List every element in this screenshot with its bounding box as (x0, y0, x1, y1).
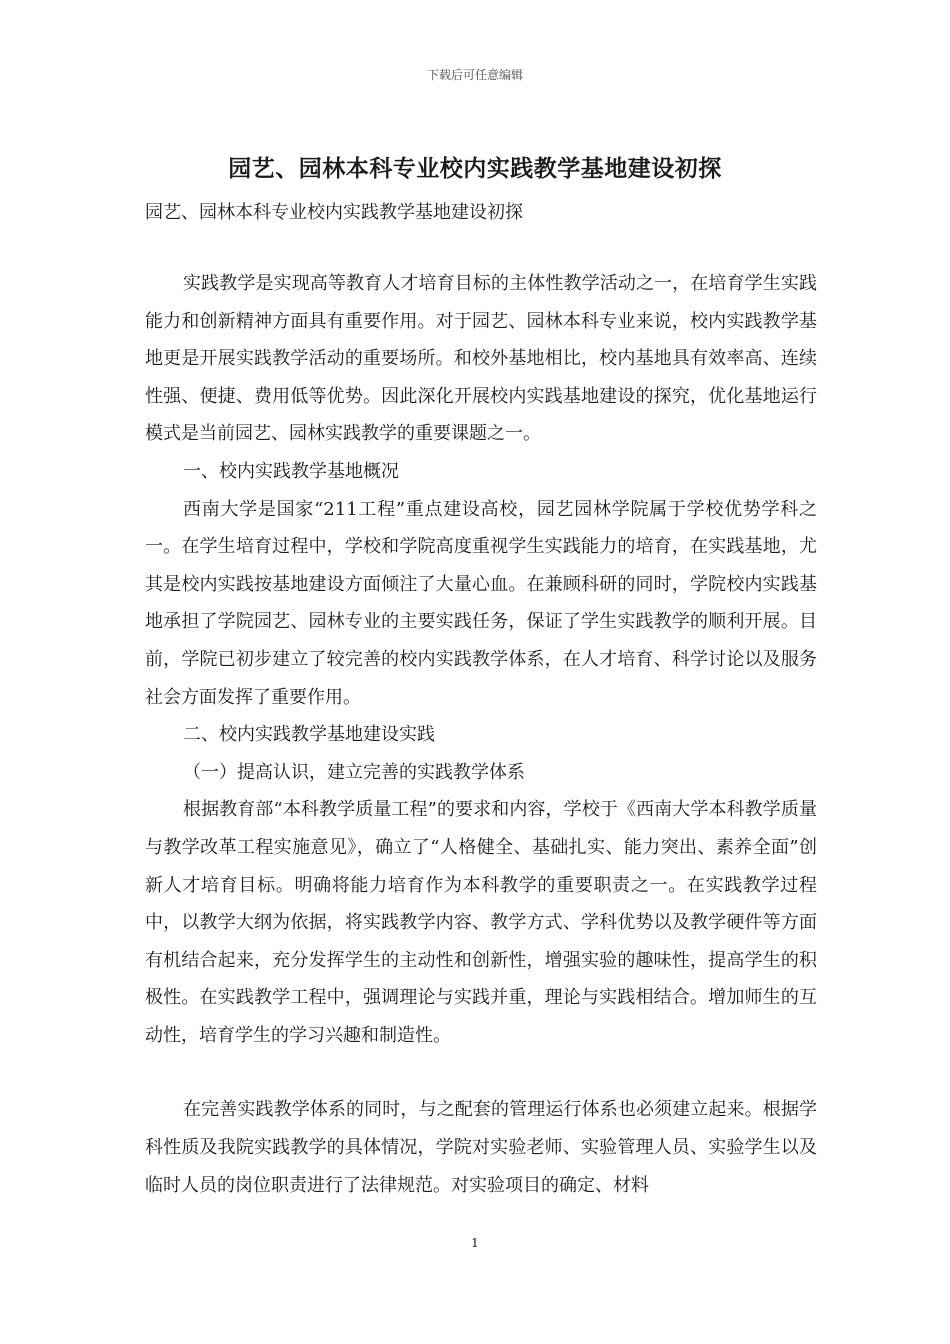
paragraph-system: 根据教育部“本科教学质量工程”的要求和内容，学校于《西南大学本科教学质量与教学改革工程实施意见》，确立了“人格健全、基础扎实、能力突出、素养全面”创新人才培育目标。明确将能力培育作为本科教学的重要职责之一。在实践教学过程中，以教学大纲为依据，将实践教学内容、教学方式、学科优势以及教学硬件等方面有机结合起来，充分发挥学生的主动性和创新性，增强实验的趣味性，提高学生的积极性。在实践教学工程中，强调理论与实践并重，理论与实践相结合。增加师生的互动性，培育学生的学习兴趣和制造性。 (145, 799, 817, 1046)
section-heading-2: 二、校内实践教学基地建设实践 (183, 724, 435, 746)
subsection-heading-1: （一）提高认识，建立完善的实践教学体系 (183, 761, 525, 783)
header-note: 下载后可任意编辑 (426, 68, 523, 82)
paragraph-intro: 实践教学是实现高等教育人才培育目标的主体性教学活动之一，在培育学生实践能力和创新精神方面具有重要作用。对于园艺、园林本科专业来说，校内实践教学基地更是开展实践教学活动的重要场所。和校外基地相比，校内基地具有效率高、连续性强、便捷、费用低等优势。因此深化开展校内实践基地建设的探究，优化基地运行模式是当前园艺、园林实践教学的重要课题之一。 (145, 273, 817, 445)
document-title: 园艺、园林本科专业校内实践教学基地建设初探 (228, 155, 722, 182)
paragraph-management: 在完善实践教学体系的同时，与之配套的管理运行体系也必须建立起来。根据学科性质及我院实践教学的具体情况，学院对实验老师、实验管理人员、实验学生以及临时人员的岗位职责进行了法律规范。对实验项目的确定、材料 (145, 1099, 817, 1196)
document-body (145, 265, 817, 1204)
document-subtitle: 园艺、园林本科专业校内实践教学基地建设初探 (145, 202, 523, 223)
paragraph-gap (145, 1054, 817, 1091)
page-number: 1 (471, 1236, 479, 1250)
section-heading-1: 一、校内实践教学基地概况 (183, 460, 399, 482)
paragraph-overview: 西南大学是国家“211工程”重点建设高校，园艺园林学院属于学校优势学科之一。在学生培育过程中，学校和学院高度重视学生实践能力的培育，在实践基地，尤其是校内实践按基地建设方面倾注了大量心血。在兼顾科研的同时，学院校内实践基地承担了学院园艺、园林专业的主要实践任务，保证了学生实践教学的顺利开展。目前，学院已初步建立了较完善的校内实践教学体系，在人才培育、科学讨论以及服务社会方面发挥了重要作用。 (145, 498, 817, 708)
